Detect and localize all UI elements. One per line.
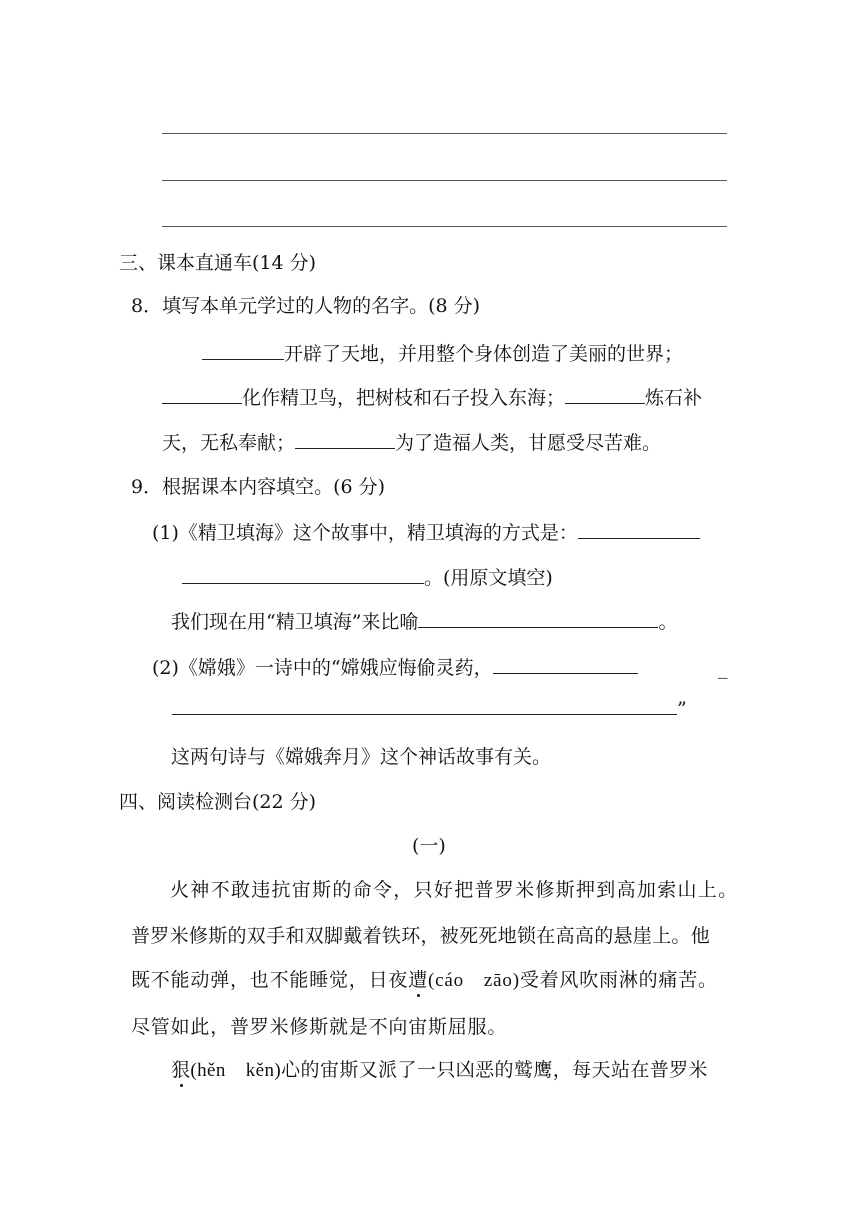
dotted-char: 遭 (408, 969, 429, 991)
blank[interactable] (162, 402, 242, 404)
q8-line2 (162, 389, 702, 408)
passage-line5 (171, 1061, 708, 1080)
q8-text2: 化作精卫鸟，把树枝和石子投入东海； (242, 387, 566, 409)
q8-text4: 天，无私奉献； (162, 432, 296, 454)
q8-text5: 为了造福人类，甘愿受尽苦难。 (395, 432, 662, 454)
q8-text3: 炼石补 (645, 387, 703, 409)
passage-text: 心的宙斯又派了一只凶恶的鹫鹰，每天站在普罗米 (281, 1059, 708, 1081)
passage-text: 受着风吹雨淋的痛苦。 (519, 969, 718, 991)
q9-part1-line3 (171, 613, 677, 632)
passage-line4: 尽管如此，普罗米修斯就是不向宙斯屈服。 (131, 1016, 508, 1038)
blank[interactable] (182, 582, 424, 584)
answer-line-1 (162, 133, 727, 134)
q9-part1-note: 。(用原文填空) (424, 567, 553, 589)
dotted-char: 狠 (171, 1059, 191, 1081)
q9-part1-text: (1)《精卫填海》这个故事中，精卫填海的方式是： (152, 522, 578, 544)
pinyin-option: (hěn (190, 1060, 226, 1081)
q9-part2-line1 (152, 659, 638, 678)
q8-line1 (202, 345, 683, 364)
blank[interactable] (565, 402, 645, 404)
passage-line2: 普罗米修斯的双手和双脚戴着铁环，被死死地锁在高高的悬崖上。他 (131, 925, 711, 947)
period: 。 (658, 611, 678, 633)
q9-part2-text: (2)《嫦娥》一诗中的“嫦娥应悔偷灵药， (152, 657, 493, 679)
q9-title: 9．根据课本内容填空。(6 分) (131, 476, 386, 498)
passage-line1: 火神不敢违抗宙斯的命令，只好把普罗米修斯押到高加索山上。 (170, 879, 739, 901)
pinyin-option: zāo) (483, 970, 520, 991)
answer-line-3 (162, 226, 727, 227)
q9-part1-metaphor: 我们现在用“精卫填海”来比喻 (171, 611, 419, 633)
q8-title: 8．填写本单元学过的人物的名字。(8 分) (131, 295, 481, 317)
q8-text1: 开辟了天地，并用整个身体创造了美丽的世界； (284, 343, 684, 365)
q9-part2-tail: _ (718, 657, 728, 679)
blank[interactable] (578, 537, 700, 539)
answer-line-2 (162, 180, 727, 181)
pinyin-option: kěn) (245, 1060, 282, 1081)
passage-number: (一) (412, 835, 446, 857)
q9-part1-line1 (152, 524, 700, 543)
blank[interactable] (172, 713, 677, 715)
blank[interactable] (295, 447, 395, 449)
q8-line3 (162, 434, 661, 453)
section3-heading: 三、课本直通车(14 分) (119, 252, 317, 274)
q9-part2-line3: 这两句诗与《嫦娥奔月》这个神话故事有关。 (171, 746, 552, 768)
passage-line3 (131, 971, 718, 990)
blank[interactable] (418, 626, 658, 628)
section4-heading: 四、阅读检测台(22 分) (119, 791, 317, 813)
close-quote: ” (677, 698, 687, 720)
q9-part1-line2 (182, 569, 553, 588)
blank[interactable] (202, 358, 284, 360)
q9-part2-line2 (172, 700, 687, 719)
passage-text: 既不能动弹，也不能睡觉，日夜 (131, 969, 409, 991)
pinyin-option: (cáo (428, 970, 464, 991)
blank[interactable] (493, 672, 638, 674)
